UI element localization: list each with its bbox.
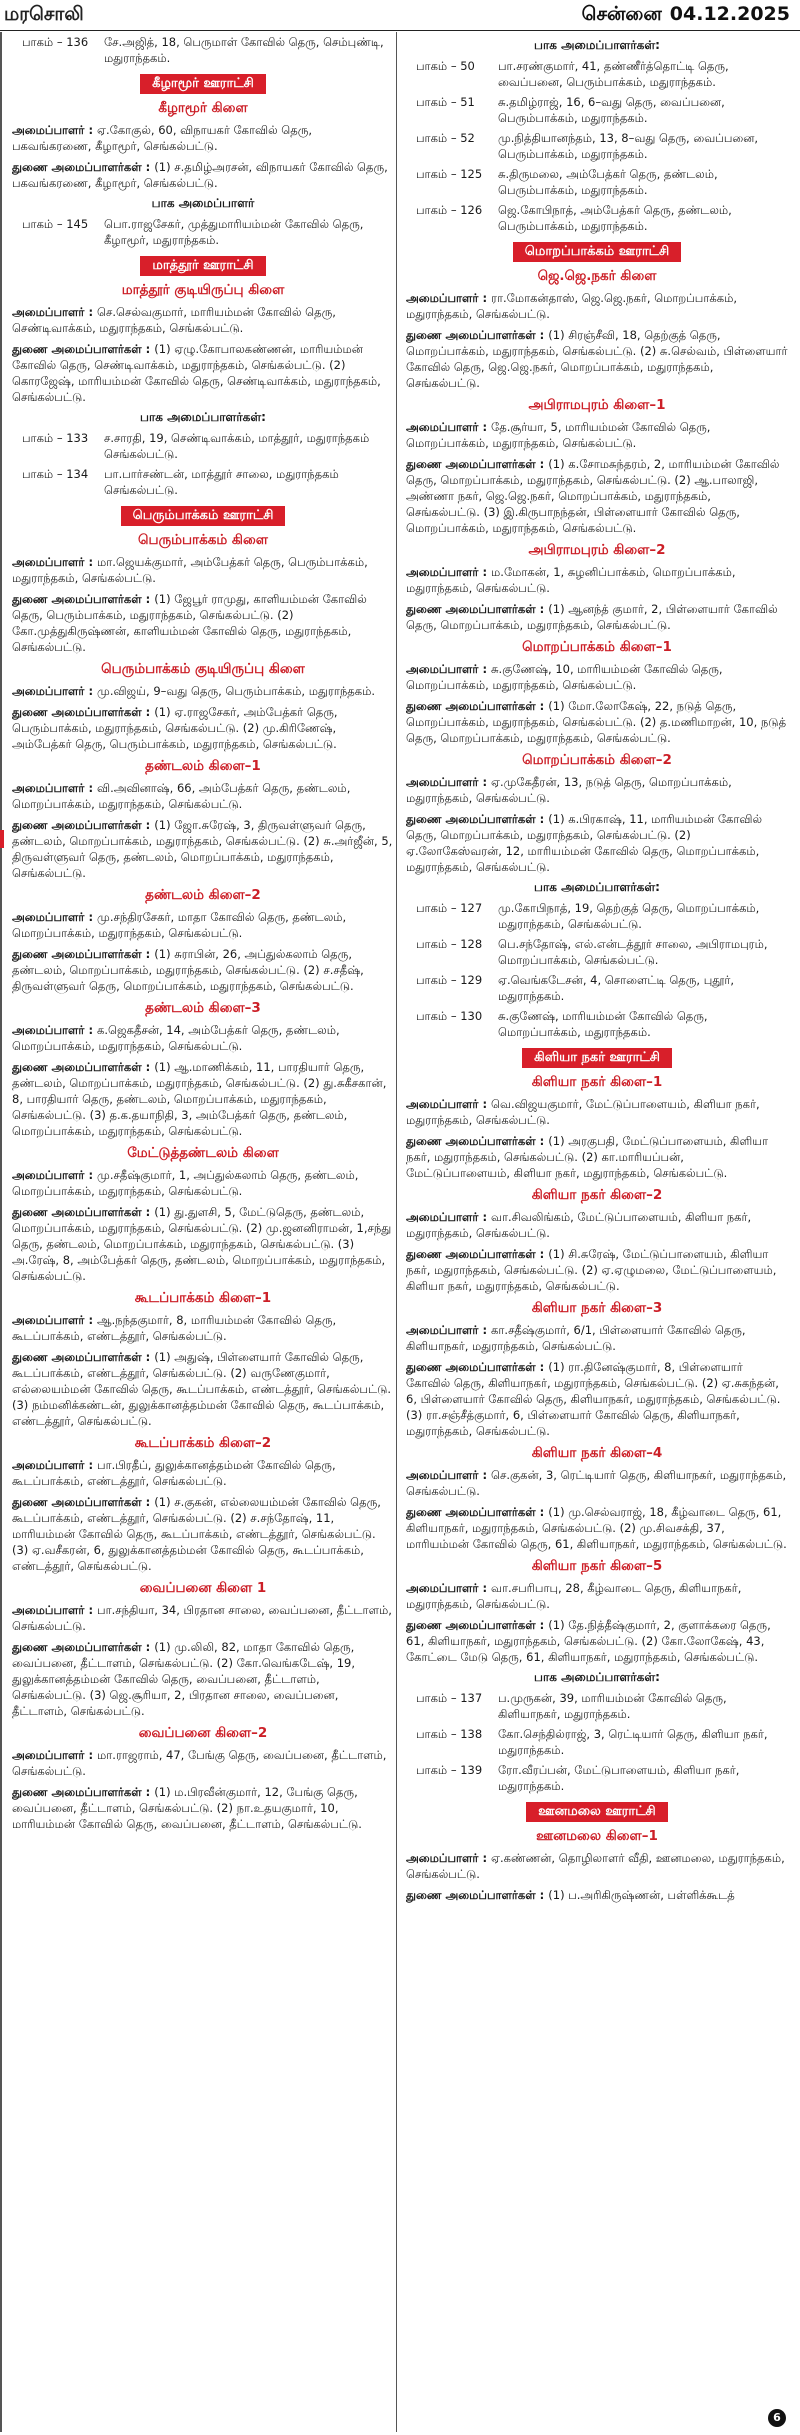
role-separator: :: [141, 342, 155, 356]
person-details: (1) ச.தமிழ்அரசன், விநாயகர் கோவில் தெரு, பகவங்கரணை, கீழாமூர், செங்கல்பட்டு.: [12, 160, 388, 190]
booth-entry: [12, 216, 394, 248]
booth-entry: [406, 1008, 788, 1040]
role-label: துணை அமைப்பாளர்கள்: [12, 1495, 142, 1509]
office-bearer-entry: [12, 1747, 394, 1779]
office-bearer-entry: [12, 554, 394, 586]
booth-number: பாகம் – 125: [416, 167, 483, 181]
role-label: துணை அமைப்பாளர்கள்: [406, 699, 536, 713]
role-label: அமைப்பாளர்: [406, 1468, 479, 1482]
role-separator: :: [84, 1603, 98, 1617]
office-bearer-entry: [406, 290, 788, 322]
role-separator: :: [535, 328, 549, 342]
booth-agent-text: ப.முருகன், 39, மாரியம்மன் கோவில் தெரு, கிளியாநகர், மதுராந்தகம்.: [498, 1691, 727, 1721]
office-bearer-entry: [406, 1887, 788, 1903]
office-bearer-entry: [406, 774, 788, 806]
role-separator: :: [535, 812, 549, 826]
branch-heading: மொறப்பாக்கம் கிளை–1: [522, 639, 672, 655]
person-details: பா.பிரதீப், துலுக்கானத்தம்மன் கோவில் தெரு, கூடப்பாக்கம், எண்டத்தூர், செங்கல்பட்டு.: [12, 1458, 336, 1488]
booth-agent-text: பொ.ராஜசேகர், முத்துமாரியம்மன் கோவில் தெரு, கீழாமூர், மதுராந்தகம்.: [104, 217, 364, 247]
role-separator: :: [478, 565, 492, 579]
person-details: மு.சந்திரசேகர், மாதா கோவில் தெரு, தண்டலம், மொறப்பாக்கம், மதுராந்தகம், செங்கல்பட்டு.: [12, 910, 347, 940]
branch-heading: மேட்டுத்தண்டலம் கிளை: [127, 1145, 279, 1161]
booth-entry: [406, 900, 788, 932]
role-separator: :: [141, 1785, 155, 1799]
role-label: அமைப்பாளர்: [406, 1581, 479, 1595]
branch-heading: கிளியா நகர் கிளை–1: [531, 1074, 663, 1090]
role-separator: :: [141, 1640, 155, 1654]
person-details: (1) ஆனந்த் குமார், 2, பிள்ளையார் கோவில் தெரு, மொறப்பாக்கம், மதுராந்தகம், செங்கல்பட்டு.: [406, 602, 778, 632]
role-separator: :: [84, 781, 98, 795]
office-bearer-entry: [12, 1349, 394, 1429]
branch-heading: கூடப்பாக்கம் கிளை–1: [134, 1290, 272, 1306]
role-separator: :: [535, 1247, 549, 1261]
person-details: (1) ம.பிரவீன்குமார், 12, பேங்கு தெரு, வைப்பனை, தீட்டாளம், செங்கல்பட்டு. (2) நா.உதயகுமார், 10, மாரியம்மன் கோவில் தெரு, வைப்பனை, தீட்டாளம், செங்கல்பட்டு.: [12, 1785, 362, 1831]
page-edge-marker: [0, 830, 4, 848]
office-bearer-entry: [406, 1617, 788, 1665]
booth-number: பாகம் – 50: [416, 59, 475, 73]
booth-agent-text: பா.சரண்குமார், 41, தண்ணீர்த்தொட்டி தெரு, வைப்பனை, பெரும்பாக்கம், மதுராந்தகம்.: [498, 59, 729, 89]
panchayat-heading-label: ஊனமலை ஊராட்சி: [526, 1802, 667, 1822]
role-label: துணை அமைப்பாளர்கள்: [406, 1134, 536, 1148]
person-details: வி.அவினாஷ், 66, அம்பேத்கர் தெரு, தண்டலம், மொறப்பாக்கம், மதுராந்தகம், செங்கல்பட்டு.: [12, 781, 351, 811]
booth-agent-text: ஏ.வெங்கடேசன், 4, சொளைட்டி தெரு, புதூர், மதுராந்தகம்.: [498, 973, 735, 1003]
person-details: (1) ஜோ.சுரேஷ், 3, திருவள்ளுவர் தெரு, தண்டலம், மொறப்பாக்கம், மதுராந்தகம், செங்கல்பட்டு. (2) சு.அர்ஜீன், 5, திருவள்ளுவர் தெரு, தண்டலம், மொறப்பாக்கம், மதுராந்தகம், செங்கல்பட்டு.: [12, 818, 393, 880]
booth-entry: [406, 166, 788, 198]
role-separator: :: [535, 699, 549, 713]
office-bearer-entry: [406, 1504, 788, 1552]
role-label: அமைப்பாளர்: [406, 1851, 479, 1865]
booth-entry: [406, 1690, 788, 1722]
role-label: அமைப்பாளர்: [406, 1097, 479, 1111]
edition-city: சென்னை: [581, 3, 662, 25]
role-separator: :: [141, 1495, 155, 1509]
office-bearer-entry: [12, 1457, 394, 1489]
office-bearer-entry: [12, 1059, 394, 1139]
section-subheading: பாக அமைப்பாளர்கள்:: [534, 880, 660, 894]
booth-number: பாகம் – 136: [22, 35, 89, 49]
office-bearer-entry: [12, 1784, 394, 1832]
role-separator: :: [478, 775, 492, 789]
person-details: வா.சபரிபாபு, 28, கீழ்வாடை தெரு, கிளியாநகர், மதுராந்தகம், செங்கல்பட்டு.: [406, 1581, 742, 1611]
office-bearer-entry: [12, 1312, 394, 1344]
office-bearer-entry: [12, 1022, 394, 1054]
booth-agent-text: கோ.செந்தில்ராஜ், 3, ரெட்டியார் தெரு, கிளியா நகர், மதுராந்தகம்.: [498, 1727, 768, 1757]
booth-entry: [12, 430, 394, 462]
role-separator: :: [478, 1323, 492, 1337]
person-details: மா.ஜெயக்குமார், அம்பேத்கர் தெரு, பெரும்பாக்கம், மதுராந்தகம், செங்கல்பட்டு.: [12, 555, 368, 585]
office-bearer-entry: [12, 946, 394, 994]
branch-heading: வைப்பனை கிளை 1: [139, 1580, 267, 1596]
office-bearer-entry: [12, 780, 394, 812]
booth-agent-text: பெ.சந்தோஷ், எல்.என்டத்தூர் சாலை, அபிராமபுரம், மொறப்பாக்கம், செங்கல்பட்டு.: [498, 937, 768, 967]
edition-date-line: [574, 3, 790, 28]
role-label: அமைப்பாளர்: [406, 291, 479, 305]
person-details: (1) ப.அரிகிருஷ்ணன், பள்ளிக்கூடத்: [548, 1888, 735, 1902]
office-bearer-entry: [12, 1167, 394, 1199]
panchayat-heading-label: மொறப்பாக்கம் ஊராட்சி: [513, 242, 681, 262]
masthead: [0, 0, 800, 31]
booth-agent-text: மு.கோபிநாத், 19, தெற்குத் தெரு, மொறப்பாக்கம், மதுராந்தகம், செங்கல்பட்டு.: [498, 901, 760, 931]
role-label: அமைப்பாளர்: [12, 1603, 85, 1617]
role-separator: :: [535, 1505, 549, 1519]
role-separator: :: [478, 662, 492, 676]
booth-number: பாகம் – 139: [416, 1763, 483, 1777]
page-number: 6: [768, 2409, 786, 2427]
role-separator: :: [478, 1097, 492, 1111]
role-label: துணை அமைப்பாளர்கள்: [12, 947, 142, 961]
role-separator: :: [535, 1888, 549, 1902]
booth-entry: [406, 1726, 788, 1758]
booth-agent-text: ரோ.வீரப்பன், மேட்டுபாளையம், கிளியா நகர், மதுராந்தகம்.: [498, 1763, 740, 1793]
role-separator: :: [84, 684, 98, 698]
office-bearer-entry: [406, 1246, 788, 1294]
office-bearer-entry: [406, 698, 788, 746]
branch-heading: தண்டலம் கிளை–1: [145, 758, 261, 774]
branch-heading: மொறப்பாக்கம் கிளை–2: [522, 752, 672, 768]
role-label: துணை அமைப்பாளர்கள்: [406, 812, 536, 826]
role-label: அமைப்பாளர்: [12, 1023, 85, 1037]
office-bearer-entry: [406, 456, 788, 536]
person-details: வெ.விஜயகுமார், மேட்டுப்பாளையம், கிளியா நகர், மதுராந்தகம், செங்கல்பட்டு.: [406, 1097, 760, 1127]
person-details: (1) சி.சுரேஷ், மேட்டுப்பாளையம், கிளியா நகர், மதுராந்தகம், செங்கல்பட்டு. (2) ஏ.ஏழுமலை, மேட்டுப்பாளையம், கிளியா நகர், மதுராந்தகம், செங்கல்பட்டு.: [406, 1247, 777, 1293]
office-bearer-entry: [406, 1850, 788, 1882]
person-details: ஏ.கோகுல், 60, விநாயகர் கோவில் தெரு, பகவங்கரணை, கீழாமூர், செங்கல்பட்டு.: [12, 123, 313, 153]
office-bearer-entry: [406, 1209, 788, 1241]
person-details: ஏ.கண்ணன், தொழிலாளர் வீதி, ஊனமலை, மதுராந்தகம், செங்கல்பட்டு.: [406, 1851, 785, 1881]
left-column: [12, 34, 394, 2429]
branch-heading: கிளியா நகர் கிளை–5: [531, 1558, 663, 1574]
office-bearer-entry: [12, 122, 394, 154]
branch-heading: தண்டலம் கிளை–3: [145, 1000, 261, 1016]
booth-entry: [406, 58, 788, 90]
role-separator: :: [535, 1360, 549, 1374]
role-label: துணை அமைப்பாளர்கள்: [12, 705, 142, 719]
person-details: (1) க.பிரகாஷ், 11, மாரியம்மன் கோவில் தெரு, மொறப்பாக்கம், மதுராந்தகம், செங்கல்பட்டு. (2) ஏ.லோகேஸ்வரன், 12, மாரியம்மன் கோவில் தெரு, மொறப்பாக்கம், மதுராந்தகம், செங்கல்பட்டு.: [406, 812, 763, 874]
panchayat-heading-label: கீழாமூர் ஊராட்சி: [140, 74, 266, 94]
branch-heading: ஊனமலை கிளை–1: [536, 1828, 658, 1844]
role-label: அமைப்பாளர்: [12, 1748, 85, 1762]
role-label: துணை அமைப்பாளர்கள்: [406, 1360, 536, 1374]
booth-agent-text: பா.பார்சண்டன், மாத்தூர் சாலை, மதுராந்தகம் செங்கல்பட்டு.: [104, 467, 339, 497]
role-label: அமைப்பாளர்: [12, 305, 85, 319]
booth-agent-text: சு.தமிழ்ராஜ், 16, 6–வது தெரு, வைப்பனை, பெரும்பாக்கம், மதுராந்தகம்.: [498, 95, 725, 125]
role-label: துணை அமைப்பாளர்கள்: [12, 160, 142, 174]
office-bearer-entry: [12, 909, 394, 941]
role-label: அமைப்பாளர்: [406, 1323, 479, 1337]
branch-heading: மாத்தூர் குடியிருப்பு கிளை: [121, 282, 285, 298]
booth-agent-text: ஜெ.கோபிநாத், அம்பேத்கர் தெரு, தண்டலம், பெரும்பாக்கம், மதுராந்தகம்.: [498, 203, 732, 233]
person-details: (1) ஏழு.கோபாலகண்ணன், மாரியம்மன் கோவில் தெரு, செண்டிவாக்கம், மதுராந்தகம், செங்கல்பட்டு. (2) கொரஜேஷ், மாரியம்மன் கோவில் தெரு, செண்டிவாக்கம், மதுராந்தகம், செங்கல்பட்டு.: [12, 342, 381, 404]
role-separator: :: [535, 602, 549, 616]
booth-agent-text: சு.திருமலை, அம்பேத்கர் தெரு, தண்டலம், பெரும்பாக்கம், மதுராந்தகம்.: [498, 167, 718, 197]
office-bearer-entry: [12, 704, 394, 752]
branch-heading: தண்டலம் கிளை–2: [145, 887, 261, 903]
office-bearer-entry: [406, 419, 788, 451]
role-label: அமைப்பாளர்: [12, 555, 85, 569]
person-details: (1) மு.செல்வராஜ், 18, கீழ்வாடை தெரு, 61, கிளியாநகர், மதுராந்தகம், செங்கல்பட்டு. (2) மு.சிவசக்தி, 37, மாரியம்மன் கோவில் தெரு, 61, கிளியாநகர், மதுராந்தகம், செங்கல்பட்டு.: [406, 1505, 787, 1551]
role-label: துணை அமைப்பாளர்கள்: [406, 328, 536, 342]
role-label: துணை அமைப்பாளர்கள்: [12, 1205, 142, 1219]
person-details: மா.ராஜராம், 47, பேங்கு தெரு, வைப்பனை, தீட்டாளம், செங்கல்பட்டு.: [12, 1748, 387, 1778]
role-label: துணை அமைப்பாளர்கள்: [406, 1247, 536, 1261]
person-details: பா.சந்தியா, 34, பிரதான சாலை, வைப்பனை, தீட்டாளம், செங்கல்பட்டு.: [12, 1603, 392, 1633]
person-details: வா.சிவலிங்கம், மேட்டுப்பாளையம், கிளியா நகர், மதுராந்தகம், செங்கல்பட்டு.: [406, 1210, 752, 1240]
branch-heading: பெரும்பாக்கம் கிளை: [138, 532, 268, 548]
role-separator: :: [535, 1618, 549, 1632]
role-separator: :: [84, 1168, 98, 1182]
branch-heading: வைப்பனை கிளை–2: [138, 1725, 268, 1741]
role-separator: :: [84, 910, 98, 924]
role-separator: :: [478, 1581, 492, 1595]
role-label: அமைப்பாளர்: [406, 420, 479, 434]
role-label: அமைப்பாளர்: [12, 1168, 85, 1182]
office-bearer-entry: [12, 683, 394, 699]
role-label: அமைப்பாளர்: [406, 775, 479, 789]
role-separator: :: [141, 1350, 155, 1364]
branch-heading: அபிராமபுரம் கிளை–2: [528, 542, 666, 558]
person-details: (1) தே.நித்தீஷ்குமார், 2, குளாக்கரை தெரு, 61, கிளியாநகர், மதுராந்தகம், செங்கல்பட்டு. (2) கோ.லோகேஷ், 43, கோட்டை மேடு தெரு, 61, கிளியாநகர், மதுராந்தகம், செங்கல்பட்டு.: [406, 1618, 771, 1664]
person-details: மு.விஜய், 9–வது தெரு, பெரும்பாக்கம், மதுராந்தகம்.: [97, 684, 376, 698]
person-details: (1) ஜேபூர் ராமுது, காளியம்மன் கோவில் தெரு, பெரும்பாக்கம், மதுராந்தகம், செங்கல்பட்டு. (2) கோ.முத்துகிருஷ்ணன், காளியம்மன் கோவில் தெரு, மதுராந்தகம், செங்கல்பட்டு.: [12, 592, 367, 654]
booth-entry: [406, 94, 788, 126]
office-bearer-entry: [12, 341, 394, 405]
section-subheading: பாக அமைப்பாளர்கள்:: [534, 38, 660, 52]
panchayat-heading-label: கிளியா நகர் ஊராட்சி: [522, 1048, 672, 1068]
person-details: (1) சுராபின், 26, அப்துல்கலாம் தெரு, தண்டலம், மொறப்பாக்கம், மதுராந்தகம், செங்கல்பட்டு. (2) ச.சதீஷ், திருவள்ளுவர் தெரு, மொறப்பாக்கம், மதுராந்தகம், செங்கல்பட்டு.: [12, 947, 364, 993]
person-details: (1) ச.குகன், எல்லையம்மன் கோவில் தெரு, கூடப்பாக்கம், எண்டத்தூர், செங்கல்பட்டு. (2) ச.சந்தோஷ், 11, மாரியம்மன் கோவில் தெரு, கூடப்பாக்கம், எண்டத்தூர், செங்கல்பட்டு. (3) ஏ.வசீகரன், 6, துலுக்கானத்தம்மன் கோவில் தெரு, கூடப்பாக்கம், எண்டத்தூர், செங்கல்பட்டு.: [12, 1495, 381, 1573]
office-bearer-entry: [406, 1096, 788, 1128]
role-label: துணை அமைப்பாளர்கள்: [406, 457, 536, 471]
person-details: (1) சிரஞ்சீவி, 18, தெற்குத் தெரு, மொறப்பாக்கம், மதுராந்தகம், செங்கல்பட்டு. (2) சு.செல்வம், பிள்ளையார் கோவில் தெரு, ஜெ.ஜெ.நகர், மொறப்பாக்கம், மதுராந்தகம், செங்கல்பட்டு.: [406, 328, 788, 390]
office-bearer-entry: [406, 1580, 788, 1612]
branch-heading: அபிராமபுரம் கிளை–1: [528, 397, 666, 413]
office-bearer-entry: [406, 811, 788, 875]
role-separator: :: [141, 705, 155, 719]
booth-number: பாகம் – 126: [416, 203, 483, 217]
branch-heading: கிளியா நகர் கிளை–2: [531, 1187, 663, 1203]
person-details: (1) அதுஷ், பிள்ளையார் கோவில் தெரு, கூடப்பாக்கம், எண்டத்தூர், செங்கல்பட்டு. (2) வருணேகுமார், எல்லையம்மன் கோவில் தெரு, கூடப்பாக்கம், எண்டத்தூர், செங்கல்பட்டு. (3) நம்மனிக்கண்டன், துலுக்கானத்தம்மன் கோவில் தெரு, கூடப்பாக்கம், எண்டத்தூர், செங்கல்பட்டு.: [12, 1350, 392, 1428]
person-details: (1) ஏ.ராஜசேகர், அம்பேத்கர் தெரு, பெரும்பாக்கம், மதுராந்தகம், செங்கல்பட்டு. (2) மு.கிரிணேஷ், அம்பேத்கர் தெரு, பெரும்பாக்கம், மதுராந்தகம், செங்கல்பட்டு.: [12, 705, 338, 751]
office-bearer-entry: [12, 591, 394, 655]
office-bearer-entry: [12, 304, 394, 336]
role-separator: :: [141, 947, 155, 961]
person-details: ரா.மோகன்தாஸ், ஜெ.ஜெ.நகர், மொறப்பாக்கம், மதுராந்தகம், செங்கல்பட்டு.: [406, 291, 737, 321]
person-details: தே.சூர்யா, 5, மாரியம்மன் கோவில் தெரு, மொறப்பாக்கம், மதுராந்தகம், செங்கல்பட்டு.: [406, 420, 711, 450]
role-separator: :: [141, 818, 155, 832]
office-bearer-entry: [12, 817, 394, 881]
role-separator: :: [84, 1458, 98, 1472]
role-separator: :: [84, 555, 98, 569]
newspaper-name: மரசொலி: [4, 3, 84, 25]
booth-number: பாகம் – 133: [22, 431, 89, 445]
role-label: அமைப்பாளர்: [12, 781, 85, 795]
role-separator: :: [84, 1313, 98, 1327]
person-details: (1) ரா.தினேஷ்குமார், 8, பிள்ளையார் கோவில் தெரு, கிளியாநகர், மதுராந்தகம், செங்கல்பட்டு. (2) ஏ.சுகந்தன், 6, பிள்ளையார் கோவில் தெரு, கிளியாநகர், மதுராந்தகம், செங்கல்பட்டு. (3) ரா.சஞ்சீத்குமார், 6, பிள்ளையார் கோவில் தெரு, கிளியாநகர், மதுராந்தகம், செங்கல்பட்டு.: [406, 1360, 781, 1438]
booth-number: பாகம் – 138: [416, 1727, 483, 1741]
role-label: துணை அமைப்பாளர்கள்: [12, 1350, 142, 1364]
person-details: (1) க.சோமசுந்தரம், 2, மாரியம்மன் கோவில் தெரு, மொறப்பாக்கம், மதுராந்தகம், செங்கல்பட்டு. (2) ஆ.பாலாஜி, அண்ணா நகர், ஜெ.ஜெ.நகர், மொறப்பாக்கம், மதுராந்தகம், செங்கல்பட்டு. (3) இ.கிருபாநந்தன், பிள்ளையார் கோவில் தெரு, மொறப்பாக்கம், மதுராந்தகம், செங்கல்பட்டு.: [406, 457, 780, 535]
office-bearer-entry: [12, 1204, 394, 1284]
role-label: துணை அமைப்பாளர்கள்: [12, 592, 142, 606]
person-details: (1) மோ.லோகேஷ், 22, நடுத் தெரு, மொறப்பாக்கம், மதுராந்தகம், செங்கல்பட்டு. (2) த.மணிமாறன், 10, நடுத் தெரு, மொறப்பாக்கம், மதுராந்தகம், செங்கல்பட்டு.: [406, 699, 787, 745]
role-separator: :: [141, 1060, 155, 1074]
panchayat-heading-label: பெரும்பாக்கம் ஊராட்சி: [121, 506, 286, 526]
booth-entry: [406, 936, 788, 968]
person-details: செ.செல்வகுமார், மாரியம்மன் கோவில் தெரு, செண்டிவாக்கம், மதுராந்தகம், செங்கல்பட்டு.: [12, 305, 336, 335]
role-separator: :: [535, 1134, 549, 1148]
role-separator: :: [84, 1023, 98, 1037]
person-details: (1) ஆ.மாணிக்கம், 11, பாரதியார் தெரு, தண்டலம், மொறப்பாக்கம், மதுராந்தகம், செங்கல்பட்டு. (2) து.சுகீசகான், 8, பாரதியார் தெரு, தண்டலம், மொறப்பாக்கம், மதுராந்தகம், செங்கல்பட்டு. (3) த.க.தயாநிதி, 3, அம்பேத்கர் தெரு, தண்டலம், மொறப்பாக்கம், மதுராந்தகம், செங்கல்பட்டு.: [12, 1060, 387, 1138]
office-bearer-entry: [406, 327, 788, 391]
role-separator: :: [141, 592, 155, 606]
booth-number: பாகம் – 128: [416, 937, 483, 951]
booth-entry: [406, 1762, 788, 1794]
person-details: (1) மு.லிலி, 82, மாதா கோவில் தெரு, வைப்பனை, தீட்டாளம், செங்கல்பட்டு. (2) கோ.வெங்கடேஷ், 19, துலுக்கானத்தம்மன் கோவில் தெரு, வைப்பனை, தீட்டாளம், செங்கல்பட்டு. (3) ஜெ.சூரியா, 2, பிரதான சாலை, வைப்பனை, தீட்டாளம், செங்கல்பட்டு.: [12, 1640, 355, 1718]
role-separator: :: [141, 160, 155, 174]
booth-entry: [12, 466, 394, 498]
role-label: அமைப்பாளர்: [12, 1458, 85, 1472]
person-details: ஏ.முகேதீரன், 13, நடுத் தெரு, மொறப்பாக்கம், மதுராந்தகம், செங்கல்பட்டு.: [406, 775, 732, 805]
panchayat-heading: [12, 74, 394, 94]
role-separator: :: [478, 1851, 492, 1865]
role-separator: :: [478, 1210, 492, 1224]
left-border: [0, 32, 2, 2432]
role-label: அமைப்பாளர்: [12, 684, 85, 698]
role-separator: :: [84, 1748, 98, 1762]
person-details: (1) அரகுபதி, மேட்டுப்பாளையம், கிளியா நகர், மதுராந்தகம், செங்கல்பட்டு. (2) கா.மாரியப்பன், மேட்டுப்பாளையம், கிளியா நகர், மதுராந்தகம், செங்கல்பட்டு.: [406, 1134, 769, 1180]
booth-agent-text: சே.அஜித், 18, பெருமாள் கோவில் தெரு, செம்புண்டி, மதுராந்தகம்.: [104, 35, 384, 65]
panchayat-heading: [406, 1048, 788, 1068]
role-label: துணை அமைப்பாளர்கள்: [406, 1888, 536, 1902]
office-bearer-entry: [12, 1639, 394, 1719]
booth-number: பாகம் – 51: [416, 95, 475, 109]
booth-number: பாகம் – 127: [416, 901, 483, 915]
right-column: [406, 34, 788, 2429]
booth-entry: [12, 34, 394, 66]
office-bearer-entry: [12, 1602, 394, 1634]
office-bearer-entry: [406, 1359, 788, 1439]
panchayat-heading: [12, 506, 394, 526]
person-details: ம.மோகன், 1, சுழனிப்பாக்கம், மொறப்பாக்கம், மதுராந்தகம், செங்கல்பட்டு.: [406, 565, 736, 595]
role-label: அமைப்பாளர்: [406, 1210, 479, 1224]
branch-heading: ஜெ.ஜெ.நகர் கிளை: [537, 268, 657, 284]
branch-heading: கீழாமூர் கிளை: [158, 100, 248, 116]
role-label: துணை அமைப்பாளர்கள்: [12, 1060, 142, 1074]
person-details: சு.குணேஷ், 10, மாரியம்மன் கோவில் தெரு, மொறப்பாக்கம், மதுராந்தகம், செங்கல்பட்டு.: [406, 662, 723, 692]
office-bearer-entry: [12, 159, 394, 191]
role-label: துணை அமைப்பாளர்கள்: [12, 342, 142, 356]
office-bearer-entry: [406, 601, 788, 633]
booth-agent-text: சு.குணேஷ், மாரியம்மன் கோவில் தெரு, மொறப்பாக்கம், மதுராந்தகம்.: [498, 1009, 708, 1039]
booth-entry: [406, 972, 788, 1004]
branch-heading: கூடப்பாக்கம் கிளை–2: [134, 1435, 272, 1451]
office-bearer-entry: [406, 1467, 788, 1499]
role-label: துணை அமைப்பாளர்கள்: [12, 1785, 142, 1799]
role-separator: :: [535, 457, 549, 471]
panchayat-heading: [406, 1802, 788, 1822]
role-separator: :: [84, 305, 98, 319]
office-bearer-entry: [406, 1133, 788, 1181]
booth-agent-text: ச.சாரதி, 19, செண்டிவாக்கம், மாத்தூர், மதுராந்தகம் செங்கல்பட்டு.: [104, 431, 370, 461]
booth-entry: [406, 130, 788, 162]
role-label: துணை அமைப்பாளர்கள்: [12, 818, 142, 832]
booth-agent-text: மு.நித்தியானந்தம், 13, 8–வது தெரு, வைப்பனை, பெரும்பாக்கம், மதுராந்தகம்.: [498, 131, 759, 161]
role-label: அமைப்பாளர்: [12, 123, 85, 137]
role-separator: :: [141, 1205, 155, 1219]
role-label: துணை அமைப்பாளர்கள்: [406, 1618, 536, 1632]
role-separator: :: [478, 291, 492, 305]
booth-entry: [406, 202, 788, 234]
person-details: க.ஜெகதீசன், 14, அம்பேத்கர் தெரு, தண்டலம், மொறப்பாக்கம், மதுராந்தகம், செங்கல்பட்டு.: [12, 1023, 340, 1053]
role-separator: :: [478, 1468, 492, 1482]
role-separator: :: [478, 420, 492, 434]
booth-number: பாகம் – 134: [22, 467, 89, 481]
section-subheading: பாக அமைப்பாளர்கள்:: [140, 410, 266, 424]
role-label: துணை அமைப்பாளர்கள்: [12, 1640, 142, 1654]
branch-heading: கிளியா நகர் கிளை–3: [531, 1300, 663, 1316]
office-bearer-entry: [12, 1494, 394, 1574]
office-bearer-entry: [406, 1322, 788, 1354]
person-details: கா.சதீஷ்குமார், 6/1, பிள்ளையார் கோவில் தெரு, கிளியாநகர், மதுராந்தகம், செங்கல்பட்டு.: [406, 1323, 746, 1353]
section-subheading: பாக அமைப்பாளர்கள்:: [534, 1670, 660, 1684]
role-label: அமைப்பாளர்: [12, 1313, 85, 1327]
branch-heading: பெரும்பாக்கம் குடியிருப்பு கிளை: [101, 661, 305, 677]
panchayat-heading: [12, 256, 394, 276]
role-separator: :: [84, 123, 98, 137]
edition-date: 04.12.2025: [669, 3, 790, 25]
booth-number: பாகம் – 145: [22, 217, 89, 231]
role-label: துணை அமைப்பாளர்கள்: [406, 1505, 536, 1519]
role-label: அமைப்பாளர்: [12, 910, 85, 924]
role-label: அமைப்பாளர்: [406, 565, 479, 579]
person-details: செ.குகன், 3, ரெட்டியார் தெரு, கிளியாநகர், மதுராந்தகம், செங்கல்பட்டு.: [406, 1468, 787, 1498]
booth-number: பாகம் – 137: [416, 1691, 483, 1705]
person-details: ஆ.நந்தகுமார், 8, மாரியம்மன் கோவில் தெரு, கூடப்பாக்கம், எண்டத்தூர், செங்கல்பட்டு.: [12, 1313, 337, 1343]
column-divider: [396, 32, 397, 2432]
booth-number: பாகம் – 130: [416, 1009, 483, 1023]
person-details: மு.சதீஷ்குமார், 1, அப்துல்கலாம் தெரு, தண்டலம், மொறப்பாக்கம், மதுராந்தகம், செங்கல்பட்டு.: [12, 1168, 359, 1198]
person-details: (1) து.துளசி, 5, மேட்டுதெரு, தண்டலம், மொறப்பாக்கம், மதுராந்தகம், செங்கல்பட்டு. (2) மு.ஜனனிராமன், 1,சந்து தெரு, தண்டலம், மொறப்பாக்கம், மதுராந்தகம், செங்கல்பட்டு. (3) அ.ரேஷ், 8, அம்பேத்கர் தெரு, தண்டலம், மொறப்பாக்கம், மதுராந்தகம், செங்கல்பட்டு.: [12, 1205, 392, 1283]
role-label: அமைப்பாளர்: [406, 662, 479, 676]
role-label: துணை அமைப்பாளர்கள்: [406, 602, 536, 616]
office-bearer-entry: [406, 661, 788, 693]
booth-number: பாகம் – 129: [416, 973, 483, 987]
office-bearer-entry: [406, 564, 788, 596]
panchayat-heading: [406, 242, 788, 262]
section-subheading: பாக அமைப்பாளர்: [151, 196, 255, 210]
booth-number: பாகம் – 52: [416, 131, 475, 145]
panchayat-heading-label: மாத்தூர் ஊராட்சி: [140, 256, 265, 276]
branch-heading: கிளியா நகர் கிளை–4: [531, 1445, 663, 1461]
